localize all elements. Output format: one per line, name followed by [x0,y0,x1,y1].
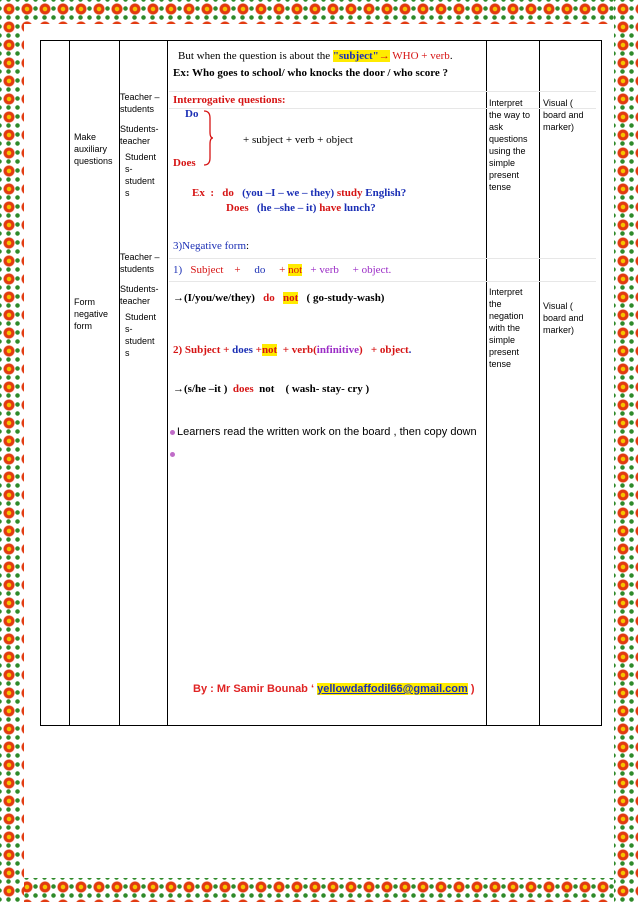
learners-instruction [170,426,477,438]
column-divider [539,41,540,725]
separator [169,281,596,282]
bullet-icon [170,452,175,457]
interaction-line: s- [125,164,133,174]
bullet-icon [170,430,175,435]
text: . [408,344,412,356]
interaction-line: Teacher – [120,252,160,262]
text: . [449,50,453,62]
does-word: Does [226,202,249,214]
not-highlight: not [288,264,303,276]
column-divider [167,41,168,725]
interaction-line: Teacher – [120,92,160,102]
interrogative-heading: Interrogative questions: [173,94,286,106]
stage-cell: Form negative form [74,297,109,331]
heading: 3)Negative form [173,240,246,252]
negative-heading [173,240,249,252]
verbs: ( go-study-wash) [306,292,385,304]
text: Learners read the written work on the board , then copy down [177,426,477,438]
does-word: does [232,344,253,356]
ex-label: Ex [192,187,205,199]
subjects: →(s/he –it ) [173,383,228,395]
do-word: do [222,187,234,199]
does-word: Does [173,157,196,169]
object: + object [370,344,409,356]
example-2 [226,202,376,214]
example-1 [192,187,406,199]
subject-highlight: "subject" [332,50,379,62]
author-name: By : Mr Samir Bounab ‘ [193,683,315,695]
interaction-cell [120,251,164,359]
subjects: (he –she – it) [256,202,317,214]
separator [169,91,596,92]
text: + [255,344,262,356]
subject: Subject [190,264,224,276]
interaction-line: Student [125,312,157,322]
interaction-line: s- [125,324,133,334]
email-link[interactable]: yellowdaffodil66@gmail.com [317,683,468,695]
author-credit [193,683,475,695]
subject: 2) Subject + [173,344,230,356]
example-line: Ex: Who goes to school/ who knocks the door / who score ? [173,67,449,79]
verb: + verb( [282,344,317,356]
verbs: ( wash- stay- cry ) [285,383,370,395]
do-word: do [254,264,266,276]
object: + object. [352,264,392,276]
question-formula: + subject + verb + object [243,134,353,146]
interaction-line: s [125,348,130,358]
separator [169,258,596,259]
text: 1) [173,264,183,276]
column-divider [69,41,70,725]
empty-bullet [170,445,177,463]
interaction-line: teacher [120,296,151,306]
does-word: does [232,383,254,395]
objective-cell: Interpret the negation with the simple present tense [489,287,524,369]
text: + [279,264,286,276]
verb: study [336,187,363,199]
interaction-line: student [125,176,155,186]
material-cell: Visual ( board and marker) [543,98,584,132]
interaction-cell [120,91,164,199]
brace-icon [203,110,213,166]
interaction-line: Students- [120,124,159,134]
interaction-line: students [120,264,155,274]
text: ) [358,344,363,356]
text: lunch? [343,202,376,214]
not-highlight: not [283,292,299,304]
interaction-line: students [120,104,155,114]
material-cell: Visual ( board and marker) [543,301,584,335]
not-word: not [259,383,275,395]
floral-border-bottom [0,878,638,902]
verb: + verb [310,264,339,276]
floral-border-top [0,0,638,24]
negative-rule-1 [173,264,391,276]
negative-rule-2 [173,344,411,356]
negative-example-2 [173,383,369,395]
subject-question-line [178,50,453,62]
interaction-line: Student [125,152,157,162]
text: ) [470,683,475,695]
interaction-line: teacher [120,136,151,146]
arrow-icon: → [378,50,390,62]
interaction-line: s [125,188,130,198]
text: English? [365,187,407,199]
interaction-line: Students- [120,284,159,294]
do-word: do [263,292,275,304]
subjects: (you –I – we – they) [242,187,335,199]
column-divider [486,41,487,725]
subjects: →(I/you/we/they) [173,292,255,304]
text: : [210,187,215,199]
separator [169,108,596,109]
text: But when the question is about the [178,50,333,62]
do-word: Do [185,108,199,120]
not-highlight: not [261,344,278,356]
floral-border-left [0,0,24,902]
who-verb-text: WHO + verb [389,50,450,62]
objective-cell: Interpret the way to ask questions using the simple present tense [489,98,531,192]
text: : [246,240,250,252]
verb: have [319,202,342,214]
floral-border-right [614,0,638,902]
text: + [234,264,241,276]
negative-example-1 [173,292,384,304]
interaction-line: student [125,336,155,346]
stage-cell: Make auxiliary questions [74,132,113,166]
infinitive: infinitive [316,344,359,356]
